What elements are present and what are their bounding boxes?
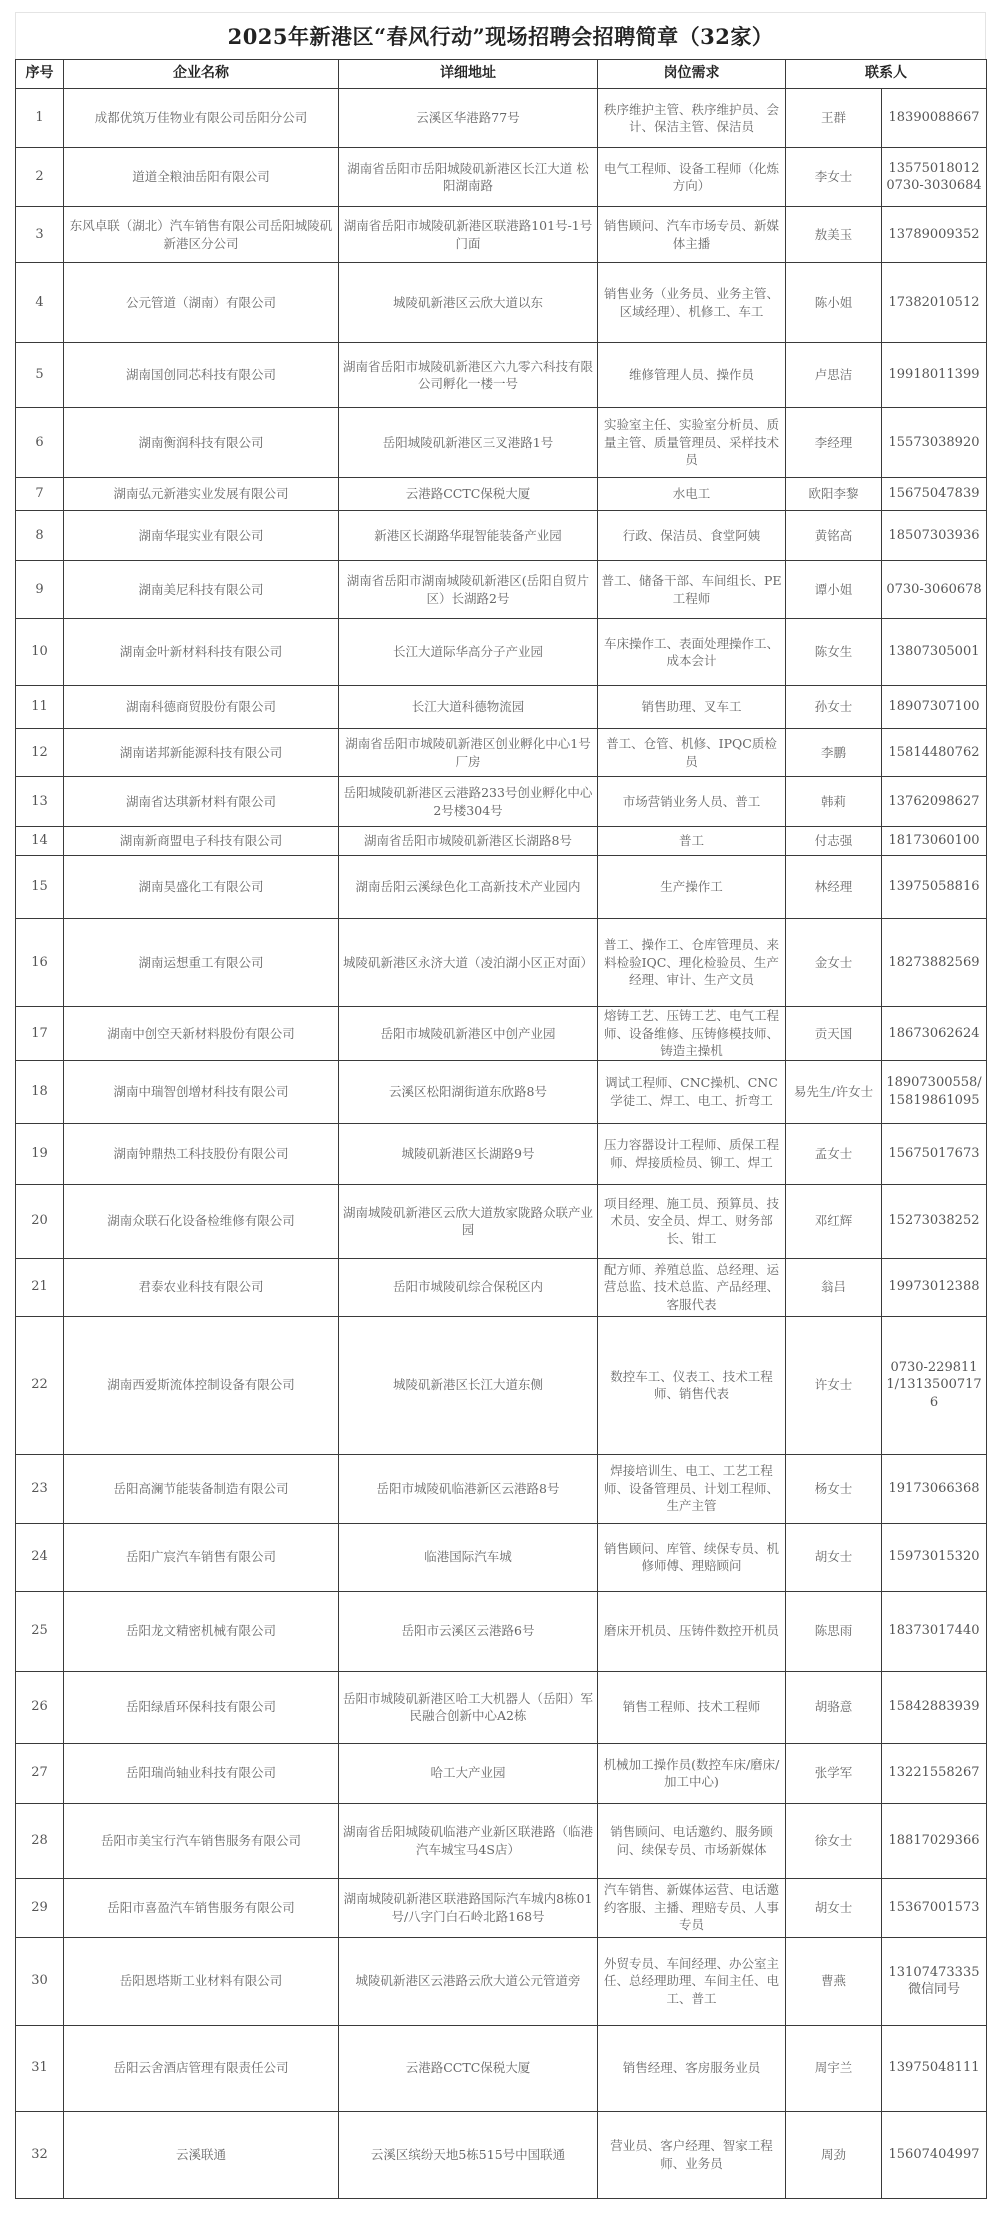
cell-positions: 压力容器设计工程师、质保工程师、焊接质检员、铆工、焊工 (598, 1123, 786, 1184)
cell-contact-phone: 18907300558/15819861095 (882, 1060, 987, 1123)
cell-positions: 实验室主任、实验室分析员、质量主管、质量管理员、采样技术员 (598, 408, 786, 478)
cell-company: 湖南运想重工有限公司 (64, 919, 339, 1007)
cell-contact-phone: 13789009352 (882, 207, 987, 263)
cell-no: 11 (16, 686, 64, 729)
cell-no: 32 (16, 2111, 64, 2198)
cell-address: 临港国际汽车城 (339, 1523, 598, 1591)
cell-address: 云溪区松阳湖街道东欣路8号 (339, 1060, 598, 1123)
cell-address: 湖南省岳阳市湖南城陵矶新港区(岳阳自贸片区）长湖路2号 (339, 561, 598, 619)
cell-contact-name: 胡骆意 (786, 1671, 882, 1743)
cell-contact-phone: 15573038920 (882, 408, 987, 478)
cell-contact-phone: 18173060100 (882, 827, 987, 856)
table-row (16, 1671, 987, 1743)
cell-contact-name: 易先生/许女士 (786, 1060, 882, 1123)
table-row (16, 2111, 987, 2198)
cell-no: 4 (16, 263, 64, 343)
cell-contact-phone: 0730-2298111/13135007176 (882, 1316, 987, 1454)
cell-address: 湖南城陵矶新港区云欣大道敖家陇路众联产业园 (339, 1184, 598, 1258)
header-address: 详细地址 (339, 60, 598, 89)
cell-contact-name: 欧阳李黎 (786, 478, 882, 511)
cell-no: 17 (16, 1007, 64, 1061)
cell-contact-phone: 19973012388 (882, 1258, 987, 1316)
cell-address: 岳阳城陵矶新港区三叉港路1号 (339, 408, 598, 478)
cell-no: 7 (16, 478, 64, 511)
cell-no: 29 (16, 1878, 64, 1937)
cell-contact-phone: 18273882569 (882, 919, 987, 1007)
cell-company: 湖南钟鼎热工科技股份有限公司 (64, 1123, 339, 1184)
cell-positions: 汽车销售、新媒体运营、电话邀约客服、主播、理赔专员、人事专员 (598, 1878, 786, 1937)
cell-contact-phone: 13975048111 (882, 2025, 987, 2111)
cell-contact-name: 周宇兰 (786, 2025, 882, 2111)
cell-contact-name: 杨女士 (786, 1454, 882, 1523)
cell-no: 19 (16, 1123, 64, 1184)
cell-address: 湖南省岳阳城陵矶临港产业新区联港路（临港汽车城宝马4S店） (339, 1803, 598, 1878)
cell-contact-name: 陈小姐 (786, 263, 882, 343)
cell-no: 10 (16, 619, 64, 686)
table-row (16, 1316, 987, 1454)
cell-address: 湖南岳阳云溪绿色化工高新技术产业园内 (339, 856, 598, 919)
cell-contact-name: 李鹏 (786, 729, 882, 777)
table-row (16, 408, 987, 478)
cell-address: 城陵矶新港区云港路云欣大道公元管道旁 (339, 1937, 598, 2025)
table-row (16, 919, 987, 1007)
cell-company: 湖南省达琪新材料有限公司 (64, 777, 339, 827)
cell-address: 岳阳市城陵矶新港区中创产业园 (339, 1007, 598, 1061)
cell-address: 岳阳城陵矶新港区云港路233号创业孵化中心2号楼304号 (339, 777, 598, 827)
cell-contact-name: 韩莉 (786, 777, 882, 827)
cell-company: 岳阳云舍酒店管理有限责任公司 (64, 2025, 339, 2111)
cell-positions: 销售顾问、电话邀约、服务顾问、续保专员、市场新媒体 (598, 1803, 786, 1878)
cell-contact-phone: 18907307100 (882, 686, 987, 729)
table-row (16, 1523, 987, 1591)
table-row (16, 1743, 987, 1803)
cell-company: 湖南科德商贸股份有限公司 (64, 686, 339, 729)
cell-contact-name: 孟女士 (786, 1123, 882, 1184)
cell-contact-name: 胡女士 (786, 1878, 882, 1937)
cell-contact-phone: 18373017440 (882, 1591, 987, 1671)
cell-address: 云港路CCTC保税大厦 (339, 2025, 598, 2111)
cell-address: 岳阳市城陵矶综合保税区内 (339, 1258, 598, 1316)
cell-contact-phone: 15842883939 (882, 1671, 987, 1743)
cell-contact-phone: 15675047839 (882, 478, 987, 511)
cell-company: 湖南诺邦新能源科技有限公司 (64, 729, 339, 777)
table-row (16, 263, 987, 343)
table-row (16, 686, 987, 729)
cell-contact-name: 胡女士 (786, 1523, 882, 1591)
cell-contact-name: 敖美玉 (786, 207, 882, 263)
cell-address: 云港路CCTC保税大厦 (339, 478, 598, 511)
cell-positions: 焊接培训生、电工、工艺工程师、设备管理员、计划工程师、生产主管 (598, 1454, 786, 1523)
table-row (16, 207, 987, 263)
cell-contact-name: 孙女士 (786, 686, 882, 729)
cell-contact-name: 张学军 (786, 1743, 882, 1803)
cell-no: 9 (16, 561, 64, 619)
cell-contact-phone: 15607404997 (882, 2111, 987, 2198)
table-row (16, 1454, 987, 1523)
cell-contact-name: 付志强 (786, 827, 882, 856)
cell-positions: 熔铸工艺、压铸工艺、电气工程师、设备维修、压铸修模技师、铸造主操机 (598, 1007, 786, 1061)
cell-positions: 生产操作工 (598, 856, 786, 919)
cell-contact-phone: 18390088667 (882, 89, 987, 148)
cell-address: 城陵矶新港区云欣大道以东 (339, 263, 598, 343)
table-row (16, 511, 987, 561)
table-row (16, 1878, 987, 1937)
cell-company: 岳阳绿盾环保科技有限公司 (64, 1671, 339, 1743)
cell-company: 公元管道（湖南）有限公司 (64, 263, 339, 343)
cell-contact-name: 李经理 (786, 408, 882, 478)
table-row (16, 89, 987, 148)
cell-contact-phone: 13975058816 (882, 856, 987, 919)
cell-address: 岳阳市城陵矶新港区哈工大机器人（岳阳）军民融合创新中心A2栋 (339, 1671, 598, 1743)
cell-contact-phone: 13807305001 (882, 619, 987, 686)
cell-no: 2 (16, 148, 64, 207)
cell-company: 道道全粮油岳阳有限公司 (64, 148, 339, 207)
cell-address: 城陵矶新港区长江大道东侧 (339, 1316, 598, 1454)
cell-company: 湖南国创同芯科技有限公司 (64, 343, 339, 408)
cell-company: 岳阳高澜节能装备制造有限公司 (64, 1454, 339, 1523)
cell-no: 23 (16, 1454, 64, 1523)
cell-company: 云溪联通 (64, 2111, 339, 2198)
cell-positions: 市场营销业务人员、普工 (598, 777, 786, 827)
cell-contact-phone: 19918011399 (882, 343, 987, 408)
cell-positions: 水电工 (598, 478, 786, 511)
cell-positions: 数控车工、仪表工、技术工程师、销售代表 (598, 1316, 786, 1454)
cell-positions: 销售顾问、库管、续保专员、机修师傅、理赔顾问 (598, 1523, 786, 1591)
cell-address: 湖南省岳阳市城陵矶新港区长湖路8号 (339, 827, 598, 856)
cell-positions: 调试工程师、CNC操机、CNC学徒工、焊工、电工、折弯工 (598, 1060, 786, 1123)
table-row (16, 561, 987, 619)
cell-address: 湖南城陵矶新港区联港路国际汽车城内8栋01号/八字门白石岭北路168号 (339, 1878, 598, 1937)
cell-address: 云溪区华港路77号 (339, 89, 598, 148)
cell-no: 26 (16, 1671, 64, 1743)
cell-contact-name: 陈思雨 (786, 1591, 882, 1671)
table-row (16, 1123, 987, 1184)
cell-contact-phone: 13107473335 微信同号 (882, 1937, 987, 2025)
cell-address: 岳阳市城陵矶临港新区云港路8号 (339, 1454, 598, 1523)
cell-contact-name: 黄铭高 (786, 511, 882, 561)
cell-no: 6 (16, 408, 64, 478)
cell-address: 新港区长湖路华琨智能装备产业园 (339, 511, 598, 561)
cell-company: 岳阳市喜盈汽车销售服务有限公司 (64, 1878, 339, 1937)
table-row (16, 856, 987, 919)
cell-contact-name: 许女士 (786, 1316, 882, 1454)
cell-address: 湖南省岳阳市城陵矶新港区创业孵化中心1号厂房 (339, 729, 598, 777)
cell-address: 长江大道科德物流园 (339, 686, 598, 729)
cell-positions: 销售工程师、技术工程师 (598, 1671, 786, 1743)
cell-positions: 秩序维护主管、秩序维护员、会计、保洁主管、保洁员 (598, 89, 786, 148)
cell-contact-name: 贡天国 (786, 1007, 882, 1061)
cell-contact-phone: 18817029366 (882, 1803, 987, 1878)
header-company: 企业名称 (64, 60, 339, 89)
cell-positions: 普工、储备干部、车间组长、PE工程师 (598, 561, 786, 619)
table-row (16, 2025, 987, 2111)
cell-company: 成都优筑万佳物业有限公司岳阳分公司 (64, 89, 339, 148)
table-row (16, 343, 987, 408)
header-no: 序号 (16, 60, 64, 89)
header-positions: 岗位需求 (598, 60, 786, 89)
cell-no: 5 (16, 343, 64, 408)
cell-positions: 营业员、客户经理、智家工程师、业务员 (598, 2111, 786, 2198)
cell-address: 长江大道际华高分子产业园 (339, 619, 598, 686)
cell-positions: 维修管理人员、操作员 (598, 343, 786, 408)
cell-positions: 销售顾问、汽车市场专员、新媒体主播 (598, 207, 786, 263)
cell-address: 城陵矶新港区长湖路9号 (339, 1123, 598, 1184)
recruitment-table (15, 59, 987, 2199)
cell-address: 哈工大产业园 (339, 1743, 598, 1803)
cell-no: 24 (16, 1523, 64, 1591)
cell-company: 湖南西爱斯流体控制设备有限公司 (64, 1316, 339, 1454)
cell-no: 13 (16, 777, 64, 827)
cell-address: 湖南省岳阳市城陵矶新港区联港路101号-1号门面 (339, 207, 598, 263)
table-row (16, 619, 987, 686)
cell-no: 22 (16, 1316, 64, 1454)
table-row (16, 1184, 987, 1258)
cell-contact-phone: 15273038252 (882, 1184, 987, 1258)
cell-contact-name: 翁吕 (786, 1258, 882, 1316)
cell-positions: 外贸专员、车间经理、办公室主任、总经理助理、车间主任、电工、普工 (598, 1937, 786, 2025)
cell-contact-phone: 13762098627 (882, 777, 987, 827)
cell-no: 18 (16, 1060, 64, 1123)
cell-positions: 普工 (598, 827, 786, 856)
cell-contact-name: 金女士 (786, 919, 882, 1007)
cell-company: 湖南金叶新材料科技有限公司 (64, 619, 339, 686)
cell-no: 15 (16, 856, 64, 919)
cell-company: 岳阳瑞尚轴业科技有限公司 (64, 1743, 339, 1803)
cell-no: 1 (16, 89, 64, 148)
cell-company: 岳阳龙文精密机械有限公司 (64, 1591, 339, 1671)
cell-company: 湖南弘元新港实业发展有限公司 (64, 478, 339, 511)
cell-company: 湖南华琨实业有限公司 (64, 511, 339, 561)
cell-contact-phone: 13575018012 0730-3030684 (882, 148, 987, 207)
cell-positions: 电气工程师、设备工程师（化炼方向） (598, 148, 786, 207)
cell-contact-name: 曹燕 (786, 1937, 882, 2025)
table-body (16, 89, 987, 2199)
cell-contact-phone: 15814480762 (882, 729, 987, 777)
cell-contact-name: 卢思洁 (786, 343, 882, 408)
cell-contact-name: 邓红辉 (786, 1184, 882, 1258)
cell-no: 3 (16, 207, 64, 263)
cell-no: 16 (16, 919, 64, 1007)
table-row (16, 1937, 987, 2025)
cell-address: 岳阳市云溪区云港路6号 (339, 1591, 598, 1671)
cell-contact-phone: 18673062624 (882, 1007, 987, 1061)
cell-contact-name: 周劲 (786, 2111, 882, 2198)
table-row (16, 1803, 987, 1878)
cell-company: 湖南衡润科技有限公司 (64, 408, 339, 478)
cell-positions: 销售助理、叉车工 (598, 686, 786, 729)
cell-contact-phone: 15367001573 (882, 1878, 987, 1937)
cell-company: 君泰农业科技有限公司 (64, 1258, 339, 1316)
cell-contact-name: 王群 (786, 89, 882, 148)
cell-no: 14 (16, 827, 64, 856)
header-contact: 联系人 (786, 60, 987, 89)
table-row (16, 1258, 987, 1316)
table-row (16, 478, 987, 511)
cell-no: 21 (16, 1258, 64, 1316)
cell-contact-phone: 17382010512 (882, 263, 987, 343)
cell-no: 30 (16, 1937, 64, 2025)
cell-positions: 销售经理、客房服务业员 (598, 2025, 786, 2111)
cell-contact-name: 谭小姐 (786, 561, 882, 619)
cell-contact-phone: 19173066368 (882, 1454, 987, 1523)
cell-positions: 车床操作工、表面处理操作工、成本会计 (598, 619, 786, 686)
table-row (16, 148, 987, 207)
cell-address: 城陵矶新港区永济大道（凌泊湖小区正对面） (339, 919, 598, 1007)
cell-company: 东风卓联（湖北）汽车销售有限公司岳阳城陵矶新港区分公司 (64, 207, 339, 263)
cell-address: 湖南省岳阳市城陵矶新港区六九零六科技有限公司孵化一楼一号 (339, 343, 598, 408)
cell-contact-phone: 18507303936 (882, 511, 987, 561)
cell-no: 20 (16, 1184, 64, 1258)
table-row (16, 827, 987, 856)
cell-no: 28 (16, 1803, 64, 1878)
cell-contact-name: 林经理 (786, 856, 882, 919)
cell-positions: 销售业务（业务员、业务主管、区域经理）、机修工、车工 (598, 263, 786, 343)
cell-no: 12 (16, 729, 64, 777)
cell-positions: 普工、操作工、仓库管理员、来料检验IQC、理化检验员、生产经理、审计、生产文员 (598, 919, 786, 1007)
cell-contact-phone: 15973015320 (882, 1523, 987, 1591)
cell-positions: 普工、仓管、机修、IPQC质检员 (598, 729, 786, 777)
cell-company: 岳阳恩塔斯工业材料有限公司 (64, 1937, 339, 2025)
cell-company: 岳阳广宸汽车销售有限公司 (64, 1523, 339, 1591)
cell-company: 湖南美尼科技有限公司 (64, 561, 339, 619)
page-title: 2025年新港区“春风行动”现场招聘会招聘简章（32家） (15, 12, 986, 59)
table-row (16, 1007, 987, 1061)
cell-no: 8 (16, 511, 64, 561)
table-row (16, 1060, 987, 1123)
cell-contact-name: 徐女士 (786, 1803, 882, 1878)
cell-positions: 项目经理、施工员、预算员、技术员、安全员、焊工、财务部长、钳工 (598, 1184, 786, 1258)
table-row (16, 1591, 987, 1671)
cell-contact-phone: 0730-3060678 (882, 561, 987, 619)
recruitment-sheet (15, 12, 986, 2199)
table-header-row (16, 60, 987, 89)
cell-company: 湖南众联石化设备检维修有限公司 (64, 1184, 339, 1258)
cell-company: 湖南中瑞智创增材科技有限公司 (64, 1060, 339, 1123)
cell-address: 云溪区缤纷天地5栋515号中国联通 (339, 2111, 598, 2198)
table-row (16, 777, 987, 827)
cell-address: 湖南省岳阳市岳阳城陵矶新港区长江大道 松阳湖南路 (339, 148, 598, 207)
cell-contact-name: 陈女生 (786, 619, 882, 686)
cell-positions: 行政、保洁员、食堂阿姨 (598, 511, 786, 561)
cell-no: 25 (16, 1591, 64, 1671)
cell-contact-phone: 13221558267 (882, 1743, 987, 1803)
table-row (16, 729, 987, 777)
cell-contact-phone: 15675017673 (882, 1123, 987, 1184)
cell-positions: 配方师、养殖总监、总经理、运营总监、技术总监、产品经理、客服代表 (598, 1258, 786, 1316)
cell-company: 岳阳市美宝行汽车销售服务有限公司 (64, 1803, 339, 1878)
cell-positions: 磨床开机员、压铸件数控开机员 (598, 1591, 786, 1671)
cell-company: 湖南中创空天新材料股份有限公司 (64, 1007, 339, 1061)
cell-no: 31 (16, 2025, 64, 2111)
cell-contact-name: 李女士 (786, 148, 882, 207)
cell-positions: 机械加工操作员(数控车床/磨床/加工中心) (598, 1743, 786, 1803)
cell-company: 湖南昊盛化工有限公司 (64, 856, 339, 919)
cell-no: 27 (16, 1743, 64, 1803)
cell-company: 湖南新商盟电子科技有限公司 (64, 827, 339, 856)
